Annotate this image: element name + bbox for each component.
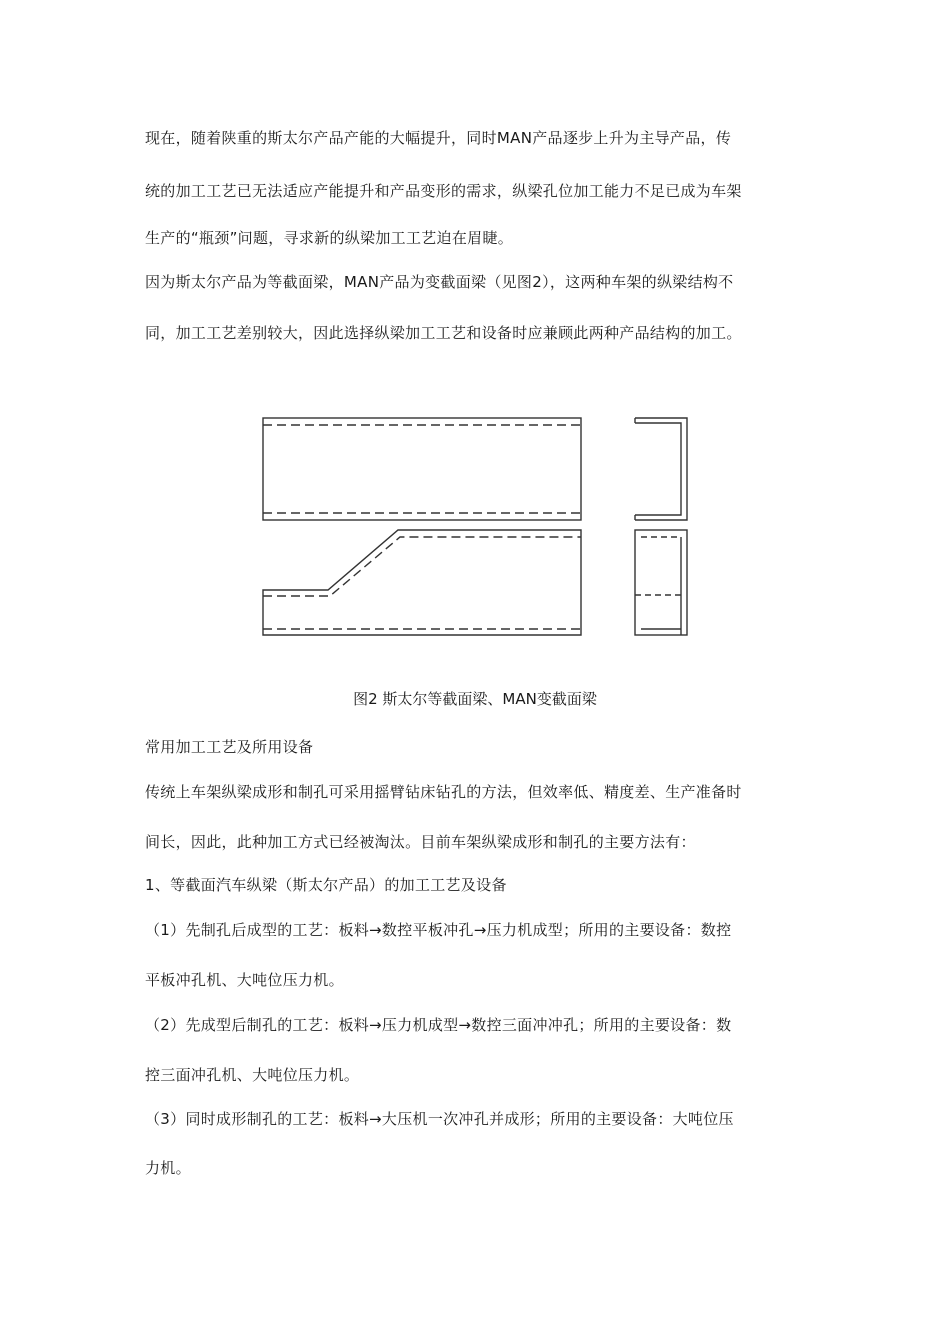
section-line-3: 间长，因此，此种加工方式已经被淘汰。目前车架纵梁成形和制孔的主要方法有：	[145, 833, 696, 851]
variable-beam-outline	[263, 530, 581, 635]
figure-caption: 图2 斯太尔等截面梁、MAN变截面梁	[353, 690, 597, 708]
paragraph-line-1: 现在，随着陕重的斯太尔产品产能的大幅提升，同时MAN产品逐步上升为主导产品，传	[145, 129, 732, 147]
paragraph-line-2: 统的加工工艺已无法适应产能提升和产品变形的需求，纵梁孔位加工能力不足已成为车架	[145, 182, 742, 200]
section-line-10: 力机。	[145, 1159, 191, 1177]
variable-section-box	[635, 530, 687, 635]
channel-section-inner	[635, 423, 681, 515]
section-line-8: 控三面冲孔机、大吨位压力机。	[145, 1066, 360, 1084]
section-line-7: （2）先成型后制孔的工艺：板料→压力机成型→数控三面冲冲孔；所用的主要设备：数	[145, 1016, 732, 1034]
section-line-2: 传统上车架纵梁成形和制孔可采用摇臂钻床钻孔的方法，但效率低、精度差、生产准备时	[145, 783, 742, 801]
paragraph-line-5: 同，加工工艺差别较大，因此选择纵梁加工工艺和设备时应兼顾此两种产品结构的加工。	[145, 324, 742, 342]
section-line-6: 平板冲孔机、大吨位压力机。	[145, 971, 344, 989]
section-line-9: （3）同时成形制孔的工艺：板料→大压机一次冲孔并成形；所用的主要设备：大吨位压	[145, 1110, 734, 1128]
section-line-5: （1）先制孔后成型的工艺：板料→数控平板冲孔→压力机成型；所用的主要设备：数控	[145, 921, 732, 939]
paragraph-line-3: 生产的“瓶颈”问题，寻求新的纵梁加工工艺迫在眉睫。	[145, 229, 514, 247]
section-heading: 常用加工工艺及所用设备	[145, 738, 314, 756]
paragraph-line-4: 因为斯太尔产品为等截面梁，MAN产品为变截面梁（见图2），这两种车架的纵梁结构不	[145, 273, 734, 291]
channel-section-outer	[635, 418, 687, 520]
section-line-4: 1、等截面汽车纵梁（斯太尔产品）的加工工艺及设备	[145, 876, 507, 894]
variable-beam-dash-top	[263, 537, 581, 596]
beam-diagram	[255, 410, 695, 645]
constant-beam-outline	[263, 418, 581, 520]
